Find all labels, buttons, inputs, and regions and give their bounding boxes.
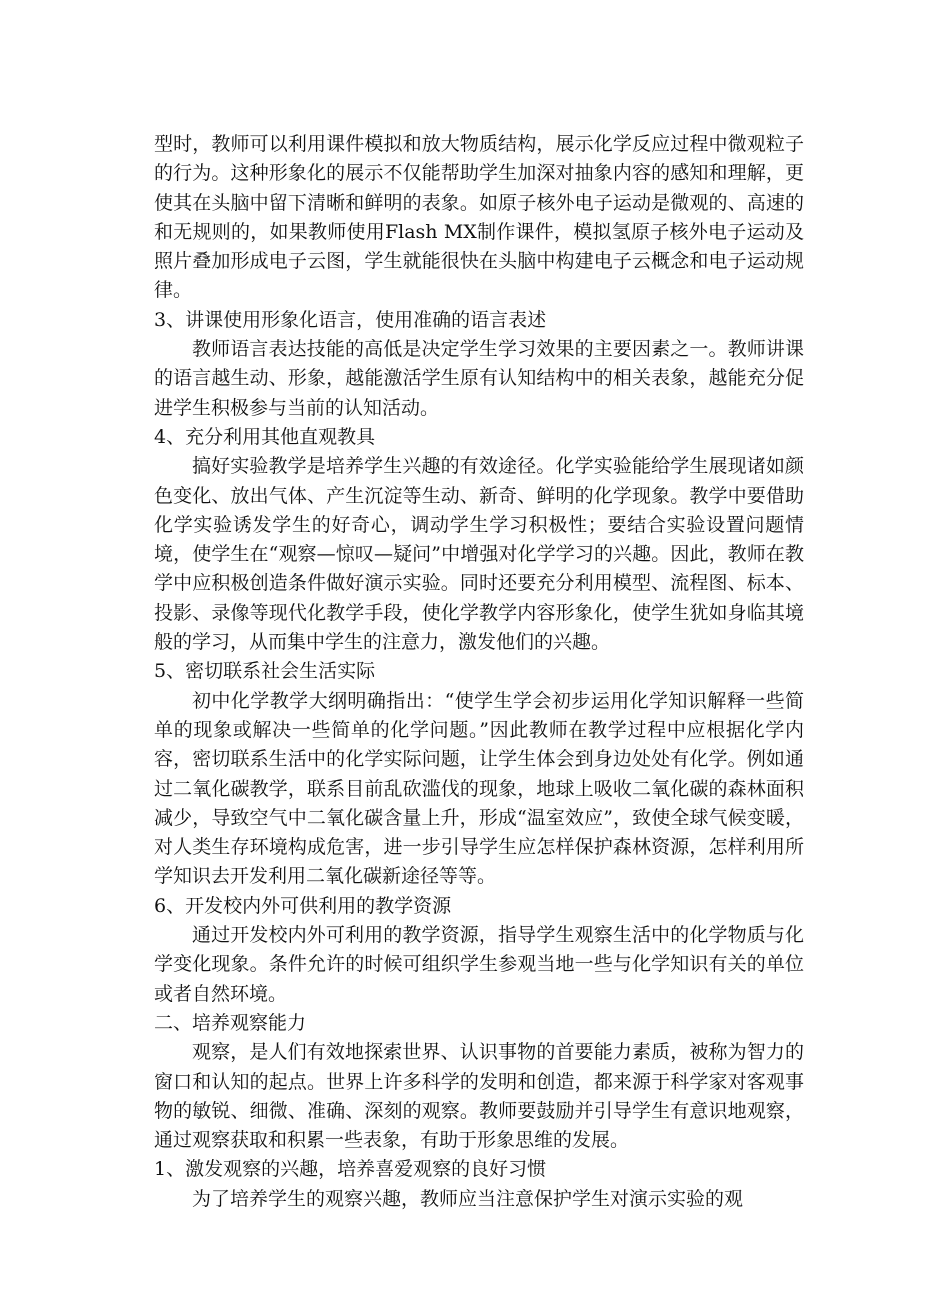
section-heading-3: 3、讲课使用形象化语言，使用准确的语言表述 <box>154 308 547 331</box>
paragraph: 初中化学教学大纲明确指出：“使学生学会初步运用化学知识解释一些简单的现象或解决一些简单的化学问题。”因此教师在教学过程中应根据化学内容，密切联系生活中的化学实际问题，让学生体会到身边处处有化学。例如通过二氧化碳教学，联系目前乱砍滥伐的现象，地球上吸收二氧化碳的森林面积减少，导致空气中二氧化碳含量上升，形成“温室效应”，致使全球气候变暖，对人类生存环境构成危害，进一步引导学生应怎样保护森林资源，怎样利用所学知识去开发利用二氧化碳新途径等等。 <box>154 689 804 888</box>
section-heading-6: 6、开发校内外可供利用的教学资源 <box>154 894 452 917</box>
section-heading-5: 5、密切联系社会生活实际 <box>154 660 376 683</box>
paragraph: 为了培养学生的观察兴趣，教师应当注意保护学生对演示实验的观 <box>192 1187 744 1210</box>
paragraph: 通过开发校内外可利用的教学资源，指导学生观察生活中的化学物质与化学变化现象。条件允许的时候可组织学生参观当地一些与化学知识有关的单位或者自然环境。 <box>154 924 804 1005</box>
paragraph-continuation: 型时，教师可以利用课件模拟和放大物质结构，展示化学反应过程中微观粒子的行为。这种形象化的展示不仅能帮助学生加深对抽象内容的感知和理解，更使其在头脑中留下清晰和鲜明的表象。如原子核外电子运动是微观的、高速的和无规则的，如果教师使用Flash MX制作课件，模拟氢原子核外电子运动及照片叠加形成电子云图，学生就能很快在头脑中构建电子云概念和电子运动规律。 <box>154 133 804 302</box>
paragraph: 观察，是人们有效地探索世界、认识事物的首要能力素质，被称为智力的窗口和认知的起点。世界上许多科学的发明和创造，都来源于科学家对客观事物的敏锐、细微、准确、深刻的观察。教师要鼓励并引导学生有意识地观察，通过观察获取和积累一些表象，有助于形象思维的发展。 <box>154 1041 804 1152</box>
chapter-heading-2: 二、培养观察能力 <box>154 1011 307 1034</box>
section-heading-4: 4、充分利用其他直观教具 <box>154 425 376 448</box>
paragraph: 教师语言表达技能的高低是决定学生学习效果的主要因素之一。教师讲课的语言越生动、形象，越能激活学生原有认知结构中的相关表象，越能充分促进学生积极参与当前的认知活动。 <box>154 338 804 419</box>
paragraph: 搞好实验教学是培养学生兴趣的有效途径。化学实验能给学生展现诸如颜色变化、放出气体、产生沉淀等生动、新奇、鲜明的化学现象。教学中要借助化学实验诱发学生的好奇心，调动学生学习积极性；要结合实验设置问题情境，使学生在“观察—惊叹—疑问”中增强对化学学习的兴趣。因此，教师在教学中应积极创造条件做好演示实验。同时还要充分利用模型、流程图、标本、投影、录像等现代化教学手段，使化学教学内容形象化，使学生犹如身临其境般的学习，从而集中学生的注意力，激发他们的兴趣。 <box>154 455 804 654</box>
document-page <box>154 130 804 1214</box>
section-heading-1: 1、激发观察的兴趣，培养喜爱观察的良好习惯 <box>154 1158 547 1181</box>
